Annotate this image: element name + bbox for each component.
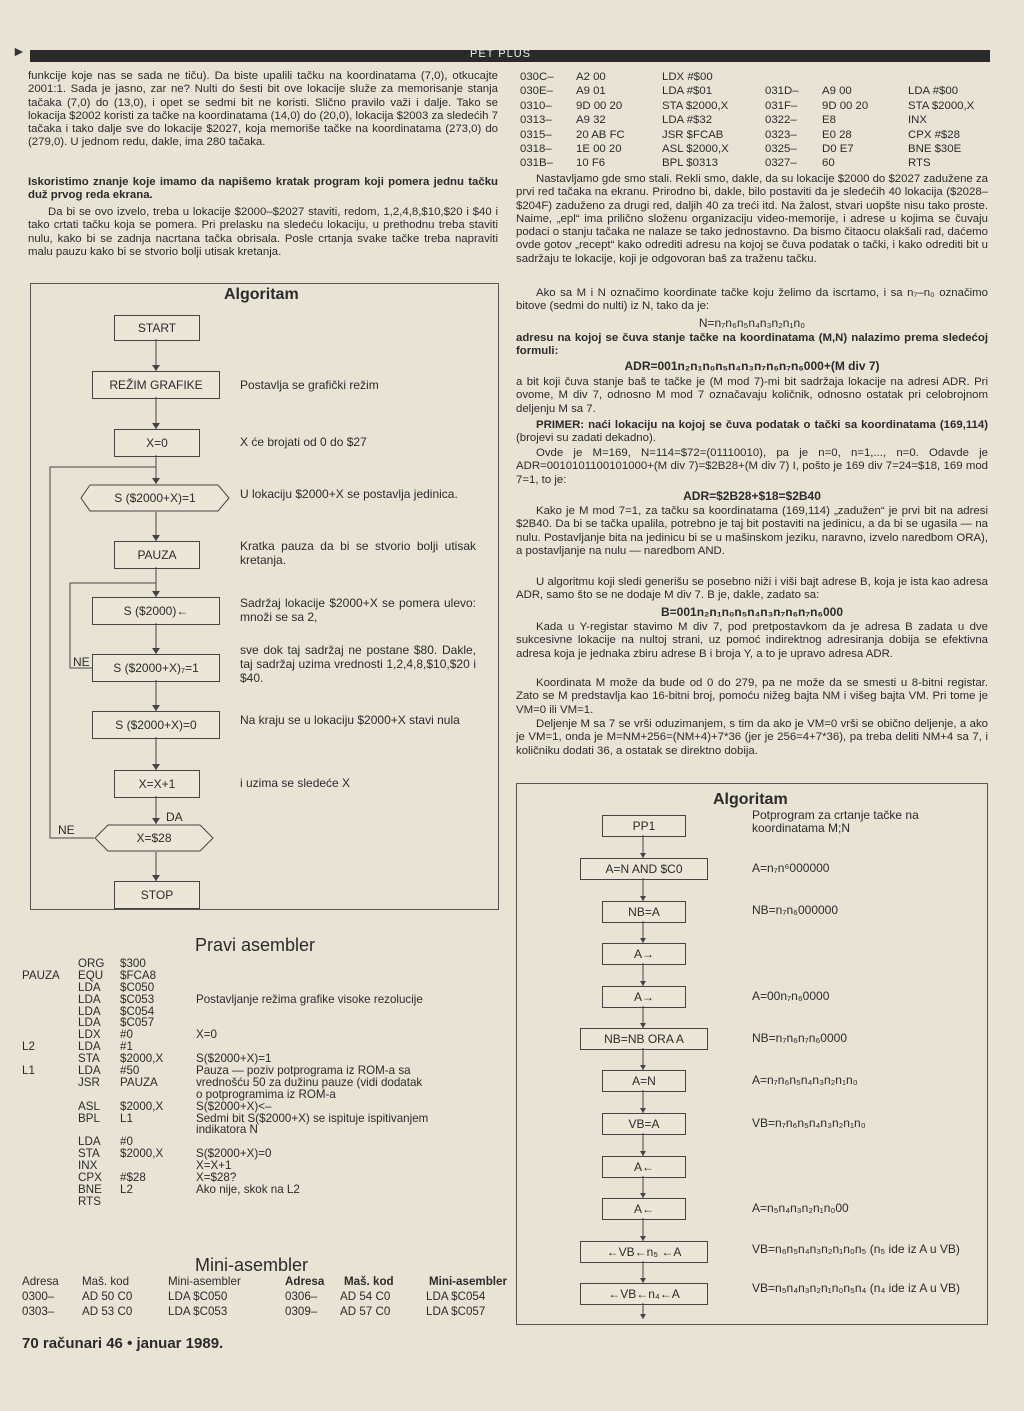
header-title: PET PLUS xyxy=(470,48,531,60)
right-code-table xyxy=(520,70,990,171)
mini-cell: AD 54 C0 xyxy=(340,1290,391,1303)
asm-arg: $2000,X xyxy=(120,1147,164,1161)
mini-cell: LDA $C053 xyxy=(168,1305,228,1318)
code-row xyxy=(520,156,990,170)
asm-op: BPL xyxy=(78,1111,100,1125)
note-next-x: i uzima se sledeće X xyxy=(240,776,351,790)
flow2-shift-right-2: A→ xyxy=(602,986,686,1008)
code-cell: 60 xyxy=(822,157,835,170)
flow2-shift-right-1: A→ xyxy=(602,943,686,965)
asm-arg: $2000,X xyxy=(120,1052,164,1066)
label-ne-inner: NE xyxy=(73,655,90,669)
primer-bold: PRIMER: naći lokaciju na kojoj se čuva podatak o tački sa koordinatama (169,114) xyxy=(536,419,988,431)
alg2-note-nb: NB=n₇n₆000000 xyxy=(752,903,839,917)
flow-x-zero: X=0 xyxy=(114,429,200,457)
mini-cell: 0300– xyxy=(22,1290,55,1303)
code-cell: BPL $0313 xyxy=(662,157,718,170)
flow-graphics-mode: REŽIM GRAFIKE xyxy=(92,371,220,399)
code-cell: 0325– xyxy=(765,142,797,155)
asm-op: EQU xyxy=(78,968,104,982)
asm-comment: Ako nije, skok na L2 xyxy=(196,1182,300,1196)
mini-cell: AD 53 C0 xyxy=(82,1305,133,1318)
asm-op: LDA xyxy=(78,992,101,1006)
mini-col-header: Mini-asembler xyxy=(168,1275,241,1288)
pravi-asembler-listing xyxy=(22,958,512,1208)
algorithm-title: Algoritam xyxy=(224,286,299,303)
formula-result: ADR=$2B28+$18=$2B40 xyxy=(683,489,821,503)
alg2-note-shift: A=00n₇n₆0000 xyxy=(752,989,830,1003)
code-cell: E8 xyxy=(822,114,836,127)
code-cell: LDX #$00 xyxy=(662,71,713,83)
asm-comment: X=X+1 xyxy=(196,1159,232,1173)
asm-comment: o potprogramima iz ROM-a xyxy=(196,1087,336,1101)
note-graphics: Postavlja se grafički režim xyxy=(240,378,379,392)
flow-set-one-label: S ($2000+X)=1 xyxy=(114,491,196,505)
alg2-note-vb: VB=n₇n₆n₅n₄n₃n₂n₁n₀ xyxy=(752,1116,866,1130)
asm-op: JSR xyxy=(78,1075,100,1089)
note-shift: Sadržaj lokacije $2000+X se pomera ulevo: množi se sa 2, xyxy=(240,596,476,624)
mini-cell: 0303– xyxy=(22,1305,55,1318)
flow2-and: A=N AND $C0 xyxy=(580,858,708,880)
paragraph-2: Da bi se ovo izvelo, treba u lokacije $2000–$2027 staviti, redom, 1,2,4,8,$10,$20 i $40 i tako crtati tačku koja se pomera. Pri prelasku na sledeću lokaciju, u prethodnu treba staviti nulu, kako bi se zadnja nacrtana tačka obrisala. Posle crtanja svake tačke treba napraviti malu pauzu kako bi se stvorio bolji utisak kretanja. xyxy=(28,206,498,258)
alg2-note-rotate-2: VB=n₅n₄n₃n₂n₁n₀n₅n₄ (n₄ ide iz A u VB) xyxy=(752,1281,961,1295)
asm-op: LDA xyxy=(78,1064,101,1078)
flow-bit7-check: S ($2000+X)₇=1 xyxy=(92,654,220,682)
right-paragraph-9: Deljenje M sa 7 se vrši oduzimanjem, s tim da ako je VM=0 vrši se obično deljenje, a ako je VM=1, onda je M=NM+256=(NM+4)+7*36 (jer je 256=4+7*36), pa treba deliti NM+4 sa 7, i količniku dodati 36, a ostatak se direktno dobija. xyxy=(516,718,988,757)
mini-cell: LDA $C054 xyxy=(426,1290,486,1303)
asm-arg: $C057 xyxy=(120,1016,155,1030)
right-paragraph-3: a bit koji čuva stanje baš te tačke je (M mod 7)-mi bit sadržaja lokacije na adresi ADR. Pri ovome, M div 7, odnosno M mod 7 označavaju količnik, odnosno ostatak pri celobrojnom deljenju M sa 7. xyxy=(516,376,988,415)
asm-op: RTS xyxy=(78,1194,101,1208)
asm-row xyxy=(22,1089,512,1101)
flow-set-zero: S ($2000+X)=0 xyxy=(92,711,220,739)
page-marker-icon: ► xyxy=(12,43,26,59)
flow2-rotate-2: ←VB←n₄←A xyxy=(580,1283,708,1305)
right-paragraph-6: U algoritmu koji sledi generišu se posebno niži i viši bajt adrese B, koja je ista kao adresa ADR, samo što se ne dodaje M div 7. B je, dakle, zadato sa: xyxy=(516,576,988,602)
asm-op: BNE xyxy=(78,1182,102,1196)
asm-row xyxy=(22,970,512,982)
code-cell: CPX #$28 xyxy=(908,128,960,141)
code-row xyxy=(520,142,990,156)
flow2-shift-left-2: A← xyxy=(602,1198,686,1220)
code-cell: JSR $FCAB xyxy=(662,128,724,141)
note-zero: Na kraju se u lokaciju $2000+X stavi nula xyxy=(240,713,460,727)
asm-op: ASL xyxy=(78,1099,100,1113)
code-cell: 0318– xyxy=(520,142,552,155)
asm-arg: #0 xyxy=(120,1028,133,1042)
flow2-rotate-1: ←VB←n₅ ←A xyxy=(580,1241,708,1263)
code-cell: 031F– xyxy=(765,99,798,112)
asm-row xyxy=(22,1101,512,1113)
mini-asembler-title: Mini-asembler xyxy=(195,1255,309,1275)
code-cell: 030C– xyxy=(520,71,554,83)
code-cell: 0322– xyxy=(765,114,797,127)
algorithm2-subtitle: Potprogram za crtanje tačke na koordinatama M;N xyxy=(752,808,919,835)
mini-cell: LDA $C057 xyxy=(426,1305,486,1318)
asm-comment: indikatora N xyxy=(196,1123,258,1137)
flow2-shift-left-1: A← xyxy=(602,1156,686,1178)
formula-n: N=n₇n₆n₅n₄n₃n₂n₁n₀ xyxy=(698,316,806,330)
asm-comment: S($2000+X)<– xyxy=(196,1099,272,1113)
alg2-note-rotate-1: VB=n₆n₅n₄n₃n₂n₁n₀n₅ (n₅ ide iz A u VB) xyxy=(752,1242,960,1256)
code-cell: A9 32 xyxy=(576,114,606,127)
code-row xyxy=(520,113,990,127)
code-cell: STA $2000,X xyxy=(662,99,729,112)
asm-op: LDA xyxy=(78,980,101,994)
alg2-note-a-n: A=n₇n₆n₅n₄n₃n₂n₁n₀ xyxy=(752,1073,858,1087)
code-cell: 10 F6 xyxy=(576,157,606,170)
code-cell: BNE $30E xyxy=(908,142,962,155)
algorithm2-title: Algoritam xyxy=(713,791,788,808)
code-row xyxy=(520,84,990,98)
asm-arg: L1 xyxy=(120,1111,133,1125)
right-paragraph-7: Kada u Y-registar stavimo M div 7, pod pretpostavkom da je adresa B zadata u dve sukcesivne lokacije na nultoj strani, uz pomoć indirektnog adresiranja dobija se efektivna adresa koja je jednaka zbiru adrese B i broja Y, a to je upravo adresa ADR. xyxy=(516,621,988,660)
code-cell: A2 00 xyxy=(576,71,606,83)
mini-cell: 0306– xyxy=(285,1290,318,1303)
asm-comment: Postavljanje režima grafike visoke rezolucije xyxy=(196,992,423,1006)
right-paragraph-5: Kako je M mod 7=1, za tačku sa koordinatama (169,114) „zadužen“ je prvi bit na adresi $2B40. Da bi se tačka upalila, potrebno je taj bit postaviti na jedinicu, a da bi se ugasila — na nulu. Postavljanje bita na jedinicu bi se u mašinskom jeziku, naravno, izvelo naredbom ORA), a postavljanje na nulu — naredbom AND. xyxy=(516,505,988,557)
asm-label: L2 xyxy=(22,1040,35,1054)
asm-arg: PAUZA xyxy=(120,1075,158,1089)
code-cell: 0315– xyxy=(520,128,552,141)
asm-op: LDA xyxy=(78,1135,101,1149)
asm-op: LDX xyxy=(78,1028,101,1042)
mini-col-header: Maš. kod xyxy=(344,1275,394,1288)
label-da: DA xyxy=(166,810,183,824)
alg2-note-ora: NB=n₇n₆n₇n₆0000 xyxy=(752,1031,847,1045)
mini-col-header: Maš. kod xyxy=(82,1275,130,1288)
alg2-note-and: A=n₇n⁶000000 xyxy=(752,861,830,875)
asm-op: INX xyxy=(78,1159,98,1173)
formula-adr: ADR=001n₂n₁n₀n₅n₄n₃n₇n₆n₇n₆000+(M div 7) xyxy=(624,359,880,373)
code-cell: LDA #$01 xyxy=(662,85,713,98)
pravi-asembler-title: Pravi asembler xyxy=(195,935,316,955)
code-cell: E0 28 xyxy=(822,128,852,141)
code-cell: 031B– xyxy=(520,157,553,170)
mini-cell: AD 50 C0 xyxy=(82,1290,133,1303)
asm-comment: S($2000+X)=1 xyxy=(196,1052,272,1066)
asm-label: PAUZA xyxy=(22,968,60,982)
asm-arg: #50 xyxy=(120,1064,140,1078)
right-paragraph-2: Ako sa M i N označimo koordinate tačke koju želimo da iscrtamo, i sa n₇–n₀ označimo bitove (sedmi do nulti) iz N, tako da je: xyxy=(516,287,988,313)
mini-header-row xyxy=(22,1276,517,1291)
asm-label: L1 xyxy=(22,1064,35,1078)
asm-row xyxy=(22,1077,512,1089)
note-values: sve dok taj sadržaj ne postane $80. Dakle, taj sadržaj uzima vrednosti 1,2,4,8,$10,$20 i $40. xyxy=(240,643,476,685)
asm-comment: vrednošću 50 za dužinu pauze (vidi dodatak xyxy=(196,1075,423,1089)
asm-arg: L2 xyxy=(120,1182,133,1196)
mini-cell: LDA $C050 xyxy=(168,1290,228,1303)
flow2-vb-a: VB=A xyxy=(602,1113,686,1135)
mini-col-header: Adresa xyxy=(22,1275,59,1288)
code-cell: 0323– xyxy=(765,128,797,141)
asm-comment: X=$28? xyxy=(196,1171,237,1185)
asm-arg: $300 xyxy=(120,957,146,970)
flow2-a-n: A=N xyxy=(602,1070,686,1092)
note-pause: Kratka pauza da bi se stvorio bolji utisak kretanja. xyxy=(240,539,476,567)
asm-op: CPX xyxy=(78,1171,102,1185)
code-cell: 1E 00 20 xyxy=(576,142,622,155)
label-ne-outer: NE xyxy=(58,823,75,837)
asm-row xyxy=(22,994,512,1006)
asm-arg: #$28 xyxy=(120,1171,146,1185)
asm-arg: $FCA8 xyxy=(120,968,157,982)
asm-arg: $2000,X xyxy=(120,1099,164,1113)
flow-start: START xyxy=(114,315,200,341)
bold-lead: Iskoristimo znanje koje imamo da napišemo kratak program koji pomera jednu tačku duž prvog reda ekrana. xyxy=(28,176,498,202)
right-paragraph-1: Nastavljamo gde smo stali. Rekli smo, dakle, da su lokacije $2000 do $2027 zadužene za prvi red tačaka na ekranu. Prirodno bi, dakle, bilo postaviti da je sledećih 40 lokacija ($2028–$204F) zaduženo za drugi red, daljih 40 za treći itd. Na žalost, stvari uopšte nisu tako proste. Naime, „epl“ ima prilično složenu organizaciju video-memorije, i adrese u kojima se čuvaju podaci o stanju tačaka ne nalaze se tako jednostavno. Da bismo čitaocu olakšali rad, dаćemo ovde gotov „recept“ kako odrediti adresu na kojoj se čuva podatak o tački, i kako odrediti bit u sadržaju te lokacije, koji je odgovoran baš za traženu tačku. xyxy=(516,173,988,265)
code-row xyxy=(520,99,990,113)
code-row xyxy=(520,128,990,142)
flow-stop: STOP xyxy=(114,881,200,909)
code-cell: LDA #$32 xyxy=(662,114,713,127)
formula-b: B=001n₂n₁n₀n₅n₄n₃n₇n₆n₇n₆000 xyxy=(661,605,843,619)
code-cell: A9 01 xyxy=(576,85,606,98)
code-cell: 0313– xyxy=(520,114,552,127)
flow-pause: PAUZA xyxy=(114,541,200,569)
note-x-counter: X će brojati od 0 do $27 xyxy=(240,435,367,449)
asm-arg: $C053 xyxy=(120,992,155,1006)
asm-op: LDA xyxy=(78,1016,101,1030)
primer-tail: (brojevi su zadati dekadno). xyxy=(516,432,656,445)
asm-row xyxy=(22,982,512,994)
asm-arg: #0 xyxy=(120,1135,133,1149)
page-footer: 70 računari 46 • januar 1989. xyxy=(22,1335,224,1352)
flow-increment: X=X+1 xyxy=(114,770,200,798)
asm-row xyxy=(22,1196,512,1208)
right-paragraph-4: Ovde je M=169, N=114=$72=(01110010), pa je n=0, n=1,..., n=0. Odavde je ADR=0010101100101000+(M div 7)=$2B28+(M div 7) I, pošto je 169 div 7=24=$18, 169 mod 7=1, to je: xyxy=(516,447,988,486)
code-cell: INX xyxy=(908,114,927,127)
alg2-note-shift-left: A=n₅n₄n₃n₂n₁n₀00 xyxy=(752,1201,849,1215)
asm-op: LDA xyxy=(78,1004,101,1018)
code-cell: 9D 00 20 xyxy=(576,99,623,112)
right-paragraph-8: Koordinata M može da bude od 0 do 279, pa ne može da se smesti u 8-bitni registar. Zato se M predstavlja kao 16-bitni broj, pomoću nižeg bajta NM i višeg bajta VM. Pri tome je VM=0 ili VM=1. xyxy=(516,677,988,716)
asm-comment: Sedmi bit S($2000+X) se ispituje ispitivanjem xyxy=(196,1111,429,1125)
code-cell: 9D 00 20 xyxy=(822,99,869,112)
asm-op: STA xyxy=(78,1147,100,1161)
asm-op: LDA xyxy=(78,1040,101,1054)
asm-comment: S($2000+X)=0 xyxy=(196,1147,272,1161)
code-cell: 0310– xyxy=(520,99,552,112)
flow-shift: S ($2000)← xyxy=(92,597,220,625)
mini-cell: AD 57 C0 xyxy=(340,1305,391,1318)
flow2-nb-a: NB=A xyxy=(602,901,686,923)
asm-arg: $C054 xyxy=(120,1004,155,1018)
mini-row xyxy=(22,1291,517,1306)
asm-arg: #1 xyxy=(120,1040,133,1054)
note-set-one: U lokaciju $2000+X se postavlja jedinica. xyxy=(240,487,458,501)
code-cell: LDA #$00 xyxy=(908,85,959,98)
asm-row xyxy=(22,1113,512,1125)
code-cell: D0 E7 xyxy=(822,142,854,155)
code-row xyxy=(520,70,990,84)
asm-comment: Pauza — poziv potprograma iz ROM-a sa xyxy=(196,1064,411,1078)
flow2-pp1: PP1 xyxy=(602,815,686,837)
primer-paragraph xyxy=(516,419,988,446)
code-cell: RTS xyxy=(908,157,931,170)
right-bold-1: adresu na kojoj se čuva stanje tačke na koordinatama (M,N) nalazimo prema sledećoj formuli: xyxy=(516,332,988,358)
asm-op: STA xyxy=(78,1052,100,1066)
asm-op: ORG xyxy=(78,957,105,970)
code-cell: 0327– xyxy=(765,157,797,170)
code-cell: A9 00 xyxy=(822,85,852,98)
mini-col-header: Adresa xyxy=(285,1275,325,1288)
flow2-ora: NB=NB ORA A xyxy=(580,1028,708,1050)
asm-arg: $C050 xyxy=(120,980,155,994)
code-cell: ASL $2000,X xyxy=(662,142,729,155)
intro-paragraph: funkcije koje nas se sada ne tiču). Da biste upalili tačku na koordinatama (7,0), otkucajte 2001:1. Sada je jasno, zar ne? Nulti do šesti bit ove lokacije služe za memorisanje stanja tačaka (7,0) do (13,0), i opet se sedmi bit ne koristi. Slično pravilo važi i dalje. Tako se lokacija $2002 koristi za tačke na koordinatama (14,0) do (20,0), lokacija $2003 za sledećih 7 tačaka i tako dalje sve do lokacije $2027, koja memoriše tačke na koordinatama (273,0) do (279,0). U jednom redu, dakle, ima 280 tačaka. xyxy=(28,70,498,149)
code-cell: STA $2000,X xyxy=(908,99,975,112)
flow-compare-label: X=$28 xyxy=(136,831,172,845)
mini-col-header: Mini-asembler xyxy=(429,1275,507,1288)
code-cell: 20 AB FC xyxy=(576,128,625,141)
mini-cell: 0309– xyxy=(285,1305,318,1318)
asm-comment: X=0 xyxy=(196,1028,217,1042)
code-cell: 030E– xyxy=(520,85,553,98)
mini-asembler-table xyxy=(22,1276,517,1321)
code-cell: 031D– xyxy=(765,85,799,98)
mini-row xyxy=(22,1306,517,1321)
